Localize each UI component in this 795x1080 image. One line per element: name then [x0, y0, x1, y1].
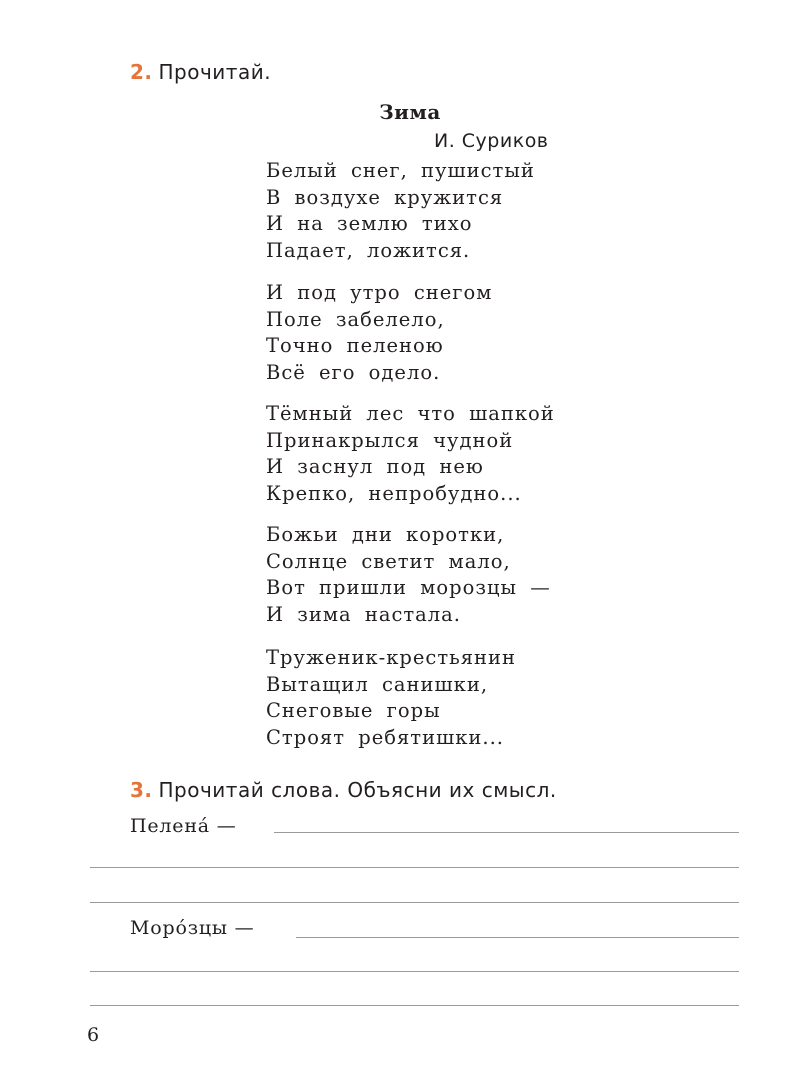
poem-line: Божьи дни коротки,	[266, 523, 505, 546]
poem-stanza	[266, 522, 551, 628]
task-3-heading	[130, 778, 557, 802]
poem-line: Тёмный лес что шапкой	[266, 402, 555, 425]
vocabulary-word-row	[130, 917, 254, 939]
task-instruction: Прочитай слова. Объясни их смысл.	[158, 778, 557, 802]
poem-line: Всё его одело.	[266, 360, 441, 384]
poem-author: И. Суриков	[434, 130, 549, 152]
poem-stanza	[266, 280, 492, 386]
task-2-heading	[130, 60, 271, 84]
poem-stanza	[266, 645, 516, 751]
task-instruction: Прочитай.	[158, 60, 272, 84]
poem-line: И на землю тихо	[266, 212, 473, 235]
task-number: 3.	[130, 778, 153, 802]
dash: —	[216, 815, 237, 837]
answer-line[interactable]	[296, 937, 739, 938]
poem-line: И под утро снегом	[266, 281, 493, 304]
poem-stanza	[266, 401, 555, 507]
poem-line: Вытащил санишки,	[266, 672, 489, 696]
poem-line: Солнце светит мало,	[266, 549, 511, 573]
answer-line[interactable]	[90, 867, 739, 868]
poem-line: Снеговые горы	[266, 699, 441, 722]
poem-line: Вот пришли морозцы —	[266, 576, 551, 599]
poem-line: В воздухе кружится	[266, 185, 504, 209]
poem-stanza	[266, 158, 535, 264]
dash: —	[234, 917, 255, 939]
poem-line: И зима настала.	[266, 602, 461, 626]
poem-title: Зима	[379, 100, 441, 124]
poem-line: Точно пеленою	[266, 334, 444, 357]
vocabulary-word: Моро́зцы	[130, 917, 228, 939]
vocabulary-word: Пелена́	[130, 815, 210, 837]
poem-line: Принакрылся чудной	[266, 428, 514, 452]
poem-line: Поле забелело,	[266, 307, 445, 331]
poem-line: Падает, ложится.	[266, 238, 471, 262]
poem-line: Строят ребятишки...	[266, 725, 504, 749]
poem-line: Крепко, непробудно...	[266, 481, 522, 505]
answer-line[interactable]	[90, 902, 739, 903]
page-number: 6	[87, 1024, 100, 1046]
task-number: 2.	[130, 60, 153, 84]
answer-line[interactable]	[90, 1005, 739, 1006]
answer-line[interactable]	[274, 832, 739, 833]
poem-line: Труженик-крестьянин	[266, 646, 517, 669]
poem-line: И заснул под нею	[266, 455, 484, 478]
answer-line[interactable]	[90, 971, 739, 972]
poem-line: Белый снег, пушистый	[266, 159, 535, 182]
vocabulary-word-row	[130, 815, 237, 837]
